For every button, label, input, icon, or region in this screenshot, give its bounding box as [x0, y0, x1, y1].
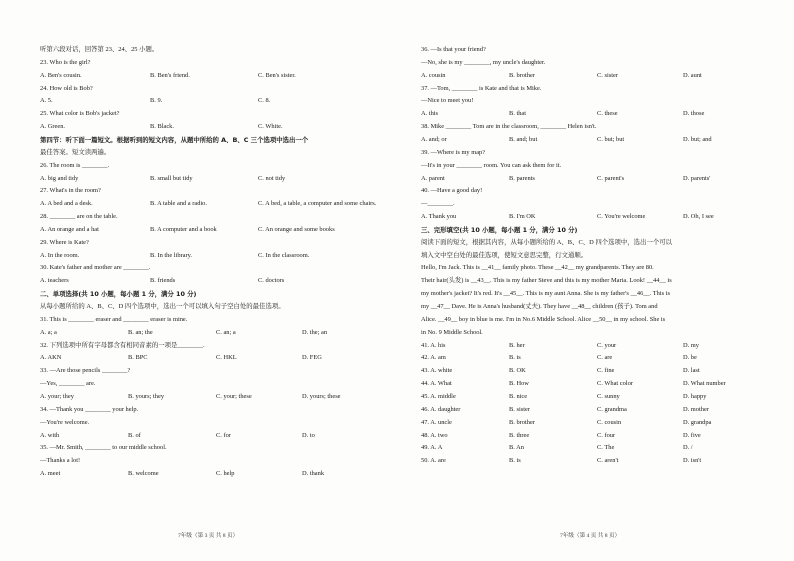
- answer-option: B. yours; they: [128, 392, 165, 400]
- answer-option: D. my: [683, 341, 699, 349]
- section-heading: 二、单项选择(共 10 小题，每小题 1 分，满分 10 分): [40, 290, 197, 299]
- answer-option: 48. A. two: [421, 431, 448, 439]
- answer-option: C. for: [216, 431, 231, 439]
- answer-option: 42. A. am: [421, 354, 446, 362]
- answer-option: C. grandma: [597, 405, 627, 413]
- question-text: 24. How old is Bob?: [40, 84, 93, 92]
- question-text: 29. Where is Kate?: [40, 238, 89, 246]
- answer-option: C. your; these: [216, 392, 252, 400]
- answer-option: B. How: [509, 380, 529, 388]
- answer-option: B. In the library.: [150, 251, 193, 259]
- right-page-footer: 7年级（第 4 页 共 8 页）: [560, 533, 621, 539]
- answer-option: D. last: [683, 367, 700, 375]
- answer-option: D. What number: [683, 380, 726, 388]
- question-text: 31. This is ________ eraser and ________ eraser is mine.: [40, 315, 188, 323]
- answer-option: C. help: [216, 470, 235, 478]
- question-text: 39. —Where is my map?: [421, 148, 486, 156]
- question-text: Alice. __49__ boy in blue is me. I'm in No.6 Middle School. Alice __50__ in my school. She is: [421, 315, 666, 323]
- question-text: 阅读下面的短文，根据其内容，从每小题所给的 A、B、C、D 四个选项中，选出一个可以: [421, 238, 673, 246]
- answer-option: A. and; or: [421, 135, 447, 143]
- answer-option: D. yours; these: [302, 392, 341, 400]
- question-text: 33. —Are those pencils ________?: [40, 367, 131, 375]
- answer-option: B. nice: [509, 392, 528, 400]
- answer-option: C. doctors: [258, 277, 285, 285]
- question-text: 37. —Tom, ________ is Kate and that is Mike.: [421, 84, 542, 92]
- answer-option: D. /: [683, 444, 693, 452]
- question-text: 34. —Thank you ________ your help.: [40, 405, 139, 413]
- answer-option: D. to: [302, 431, 315, 439]
- answer-option: C. an; a: [216, 328, 236, 336]
- answer-option: B. An: [509, 444, 524, 452]
- answer-option: A. this: [421, 110, 439, 118]
- question-text: 26. The room is ________.: [40, 161, 110, 169]
- answer-option: A. parent: [421, 174, 445, 182]
- answer-option: B. Ben's friend.: [150, 71, 190, 79]
- answer-option: A. teachers: [40, 277, 69, 285]
- answer-option: B. BPC: [128, 354, 148, 362]
- left-page-footer: 7年级（第 3 页 共 8 页）: [178, 533, 239, 539]
- answer-option: D. grandpa: [683, 418, 712, 426]
- answer-option: B. 9.: [150, 97, 163, 105]
- answer-option: A. A bed and a desk.: [40, 200, 93, 208]
- answer-option: D. those: [683, 110, 705, 118]
- question-text: 25. What color is Bob's jacket?: [40, 110, 120, 118]
- answer-option: C. four: [597, 431, 616, 439]
- question-text: —It's in your ________ room. You can ask them for it.: [421, 161, 562, 169]
- answer-option: B. OK: [509, 367, 526, 375]
- question-text: 30. Kate's father and mother are ________.: [40, 264, 151, 272]
- answer-option: C. 8.: [258, 97, 271, 105]
- question-text: 35. —Mr. Smith, ________ to our middle school.: [40, 444, 167, 452]
- answer-option: 45. A. middle: [421, 392, 456, 400]
- answer-option: A. big and tidy: [40, 174, 79, 182]
- answer-option: A. your; they: [40, 392, 74, 400]
- answer-option: C. are: [597, 354, 613, 362]
- answer-option: C. A bed, a table, a computer and some chairs.: [258, 200, 377, 208]
- answer-option: A. Thank you: [421, 213, 457, 221]
- answer-option: B. parents: [509, 174, 535, 182]
- answer-option: B. I'm OK: [509, 213, 536, 221]
- question-text: —________.: [421, 200, 455, 208]
- question-text: 40. —Have a good day!: [421, 187, 483, 195]
- answer-option: B. A computer and a book: [150, 225, 217, 233]
- answer-option: 43. A. white: [421, 367, 453, 375]
- answer-option: B. that: [509, 110, 527, 118]
- answer-option: A. with: [40, 431, 60, 439]
- answer-option: C. sunny: [597, 392, 620, 400]
- answer-option: D. but; and: [683, 135, 712, 143]
- question-text: —Thanks a lot!: [40, 457, 81, 465]
- answer-option: 44. A. What: [421, 380, 452, 388]
- answer-option: B. sister: [509, 405, 530, 413]
- question-text: —No, she is my ________, my uncle's daughter.: [421, 58, 546, 66]
- section-heading: 三、完形填空(共 10 小题，每小题 1 分，满分 10 分): [421, 225, 578, 234]
- question-text: 最佳答案。短文读两遍。: [40, 148, 111, 156]
- answer-option: A. Green.: [40, 123, 66, 131]
- answer-option: B. welcome: [128, 470, 159, 478]
- answer-option: C. White.: [258, 123, 283, 131]
- answer-option: A. Ben's cousin.: [40, 71, 82, 79]
- answer-option: B. her: [509, 341, 525, 349]
- answer-option: C. You're welcome: [597, 213, 646, 221]
- answer-option: B. Black.: [150, 123, 174, 131]
- answer-option: B. brother: [509, 418, 535, 426]
- section-heading: 第四节：听下面一篇短文。根据听到的短文内容，从题中所给的 A、B、C 三个选项中选出一个: [40, 135, 309, 144]
- answer-option: C. sister: [597, 71, 618, 79]
- answer-option: C. fine: [597, 367, 615, 375]
- answer-option: A. An orange and a hat: [40, 225, 99, 233]
- answer-option: B. and; but: [509, 135, 538, 143]
- answer-option: B. an; the: [128, 328, 153, 336]
- answer-option: A. a; a: [40, 328, 57, 336]
- answer-option: B. small but tidy: [150, 174, 193, 182]
- question-text: Hello, I'm Jack. This is __41__ family photo. These __42__ my grandparents. They are 80.: [421, 264, 654, 272]
- question-text: 23. Who is the girl?: [40, 58, 91, 66]
- answer-option: B. three: [509, 431, 530, 439]
- answer-option: 46. A. daughter: [421, 405, 461, 413]
- question-text: 36. —Is that your friend?: [421, 46, 486, 53]
- question-text: Their hair(头发) is __43__. This is my father Steve and this is my mother Maria. Look! __44__ is: [421, 277, 672, 285]
- question-text: 28. ________ are on the table.: [40, 213, 118, 221]
- answer-option: C. Ben's sister.: [258, 71, 296, 79]
- answer-option: C. HKL: [216, 354, 237, 362]
- answer-option: C. The: [597, 444, 615, 452]
- answer-option: 49. A. A: [421, 444, 443, 452]
- question-text: —Yes, ________ are.: [40, 380, 96, 388]
- answer-option: B. is: [509, 457, 521, 465]
- question-text: 填入文中空白处的最佳选项，使短文意思完整，行文通顺。: [421, 251, 588, 259]
- answer-option: C. but; but: [597, 135, 625, 143]
- question-text: 从每小题所给的 A、B、C、D 四个选项中，选出一个可以填入句子空白处的最佳选项。: [40, 303, 285, 310]
- answer-option: A. 5.: [40, 97, 53, 105]
- answer-option: B. friends: [150, 277, 176, 285]
- answer-option: C. What color: [597, 380, 633, 388]
- question-text: —Nice to meet you!: [421, 97, 474, 105]
- answer-option: D. isn't: [683, 457, 702, 465]
- answer-option: D. FEG: [302, 354, 322, 362]
- answer-option: D. happy: [683, 392, 707, 400]
- question-text: 27. What's in the room?: [40, 187, 101, 195]
- answer-option: 47. A. uncle: [421, 418, 452, 426]
- answer-option: B. A table and a radio.: [150, 200, 207, 208]
- question-text: 38. Mike ________ Tom are in the classroom, ________ Helen isn't.: [421, 123, 597, 131]
- answer-option: 50. A. are: [421, 457, 446, 465]
- question-text: —You're welcome.: [40, 418, 90, 426]
- answer-option: D. five: [683, 431, 701, 439]
- answer-option: D. the; an: [302, 328, 328, 336]
- answer-option: C. not tidy: [258, 174, 286, 182]
- question-text: my __47__ Dave. He is Anna's husband(丈夫). They have __48__ children (孩子). Tom and: [421, 303, 658, 310]
- answer-option: C. parent's: [597, 174, 625, 182]
- answer-option: C. your: [597, 341, 617, 349]
- question-text: my mother's jacket? It's red. It's __45__. This is my aunt Anna. She is my father's __46__. This is: [421, 290, 670, 298]
- answer-option: C. In the classroom.: [258, 251, 310, 259]
- answer-option: C. these: [597, 110, 618, 118]
- answer-option: 41. A. his: [421, 341, 446, 349]
- answer-option: D. mother: [683, 405, 709, 413]
- question-text: 听第六段对话，回答第 23、24、25 小题。: [40, 46, 159, 53]
- answer-option: B. brother: [509, 71, 535, 79]
- answer-option: A. In the room.: [40, 251, 80, 259]
- answer-option: C. aren't: [597, 457, 619, 465]
- answer-option: A. AKN: [40, 354, 62, 362]
- question-text: in No. 9 Middle School.: [421, 328, 483, 336]
- answer-option: D. parents': [683, 174, 711, 182]
- answer-option: B. of: [128, 431, 141, 439]
- answer-option: D. aunt: [683, 71, 702, 79]
- answer-option: A. meet: [40, 470, 61, 478]
- answer-option: A. cousin: [421, 71, 446, 79]
- answer-option: D. Oh, I see: [683, 213, 714, 221]
- question-text: 32. 下列选项中所有字母都含有相同音素的一项是________.: [40, 341, 205, 349]
- answer-option: D. thank: [302, 470, 325, 478]
- answer-option: D. be: [683, 354, 697, 362]
- answer-option: C. An orange and some books: [258, 225, 335, 233]
- answer-option: B. is: [509, 354, 521, 362]
- answer-option: C. cousin: [597, 418, 622, 426]
